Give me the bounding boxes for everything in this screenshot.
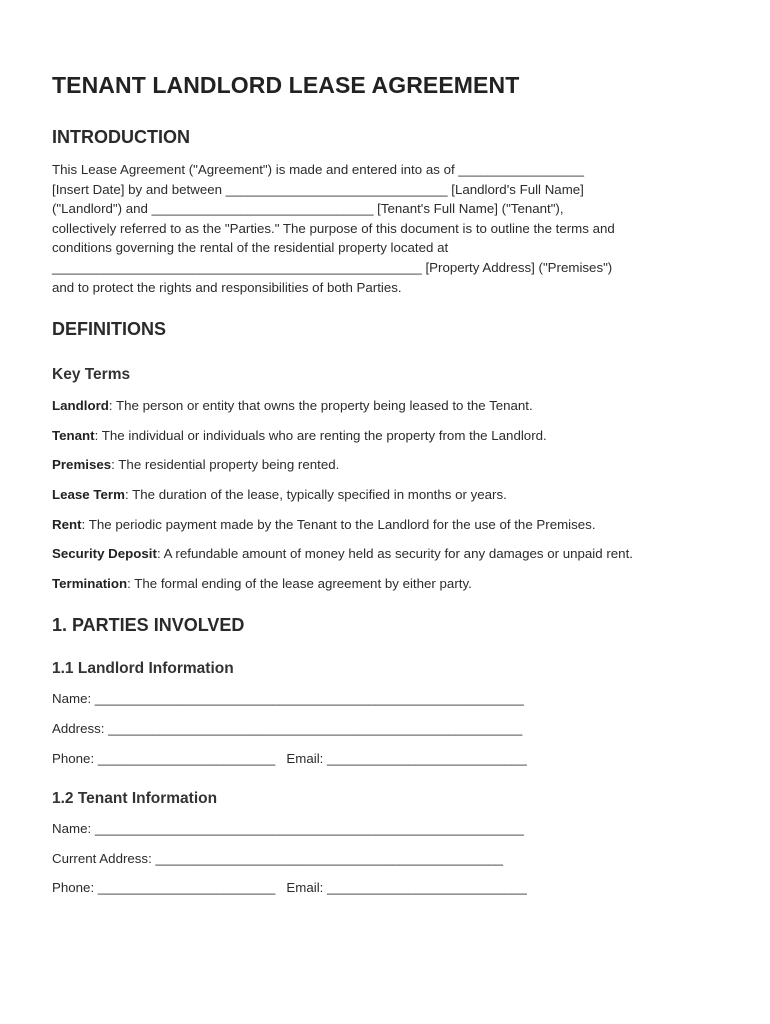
- term-definition: : The residential property being rented.: [111, 457, 340, 473]
- term-label: Lease Term: [52, 486, 125, 502]
- tenant-info-heading: 1.2 Tenant Information: [52, 790, 218, 808]
- term-definition: : The periodic payment made by the Tenant to the Landlord for the use of the Premises.: [81, 516, 596, 532]
- definition-item: [52, 485, 712, 505]
- definitions-heading: DEFINITIONS: [52, 319, 167, 340]
- term-label: Rent: [52, 516, 82, 532]
- term-label: Premises: [52, 457, 112, 473]
- landlord-info-heading: 1.1 Landlord Information: [52, 660, 234, 678]
- intro-line: This Lease Agreement ("Agreement") is made and entered into as of _________________: [52, 162, 585, 177]
- intro-line: and to protect the rights and responsibilities of both Parties.: [52, 279, 402, 295]
- introduction-heading: INTRODUCTION: [52, 127, 190, 147]
- term-label: Termination: [52, 575, 128, 591]
- tenant-address-field: Current Address: _______________________________________________: [52, 850, 504, 866]
- definition-item: [52, 515, 712, 535]
- term-definition: : The formal ending of the lease agreement by either party.: [127, 575, 472, 591]
- intro-line: collectively referred to as the "Parties." The purpose of this document is to outline the terms and: [52, 220, 615, 236]
- key-terms-heading: Key Terms: [52, 366, 131, 384]
- parties-heading: 1. PARTIES INVOLVED: [52, 615, 245, 636]
- introduction-paragraph: [52, 160, 712, 297]
- term-definition: : The person or entity that owns the property being leased to the Tenant.: [108, 398, 533, 414]
- intro-line: conditions governing the rental of the residential property located at: [52, 240, 449, 256]
- landlord-address-field: Address: ________________________________________________________: [52, 720, 523, 736]
- landlord-phone-email-field: Phone: ________________________ Email: ___________________________: [52, 750, 527, 766]
- term-label: Landlord: [52, 398, 109, 414]
- intro-line: __________________________________________________ [Property Address] ("Premises"): [52, 259, 613, 275]
- term-definition: : A refundable amount of money held as security for any damages or unpaid rent.: [156, 546, 633, 562]
- term-label: Tenant: [52, 427, 95, 443]
- intro-line: [Insert Date] by and between ______________________________ [Landlord's Full Name]: [52, 181, 584, 197]
- definition-item: [52, 544, 712, 564]
- definition-item: [52, 426, 712, 446]
- document-title: TENANT LANDLORD LEASE AGREEMENT: [52, 72, 520, 98]
- landlord-name-field: Name: __________________________________________________________: [52, 691, 524, 707]
- definition-item: [52, 396, 712, 416]
- term-label: Security Deposit: [52, 546, 157, 562]
- term-definition: : The individual or individuals who are renting the property from the Landlord.: [94, 427, 547, 443]
- term-definition: : The duration of the lease, typically specified in months or years.: [124, 486, 507, 502]
- lease-document: [52, 70, 712, 898]
- tenant-name-field: Name: __________________________________________________________: [52, 821, 524, 837]
- definition-item: [52, 455, 712, 475]
- tenant-phone-email-field: Phone: ________________________ Email: ___________________________: [52, 880, 527, 896]
- definition-item: [52, 574, 712, 594]
- intro-line: ("Landlord") and ______________________________ [Tenant's Full Name] ("Tenant"),: [52, 201, 564, 217]
